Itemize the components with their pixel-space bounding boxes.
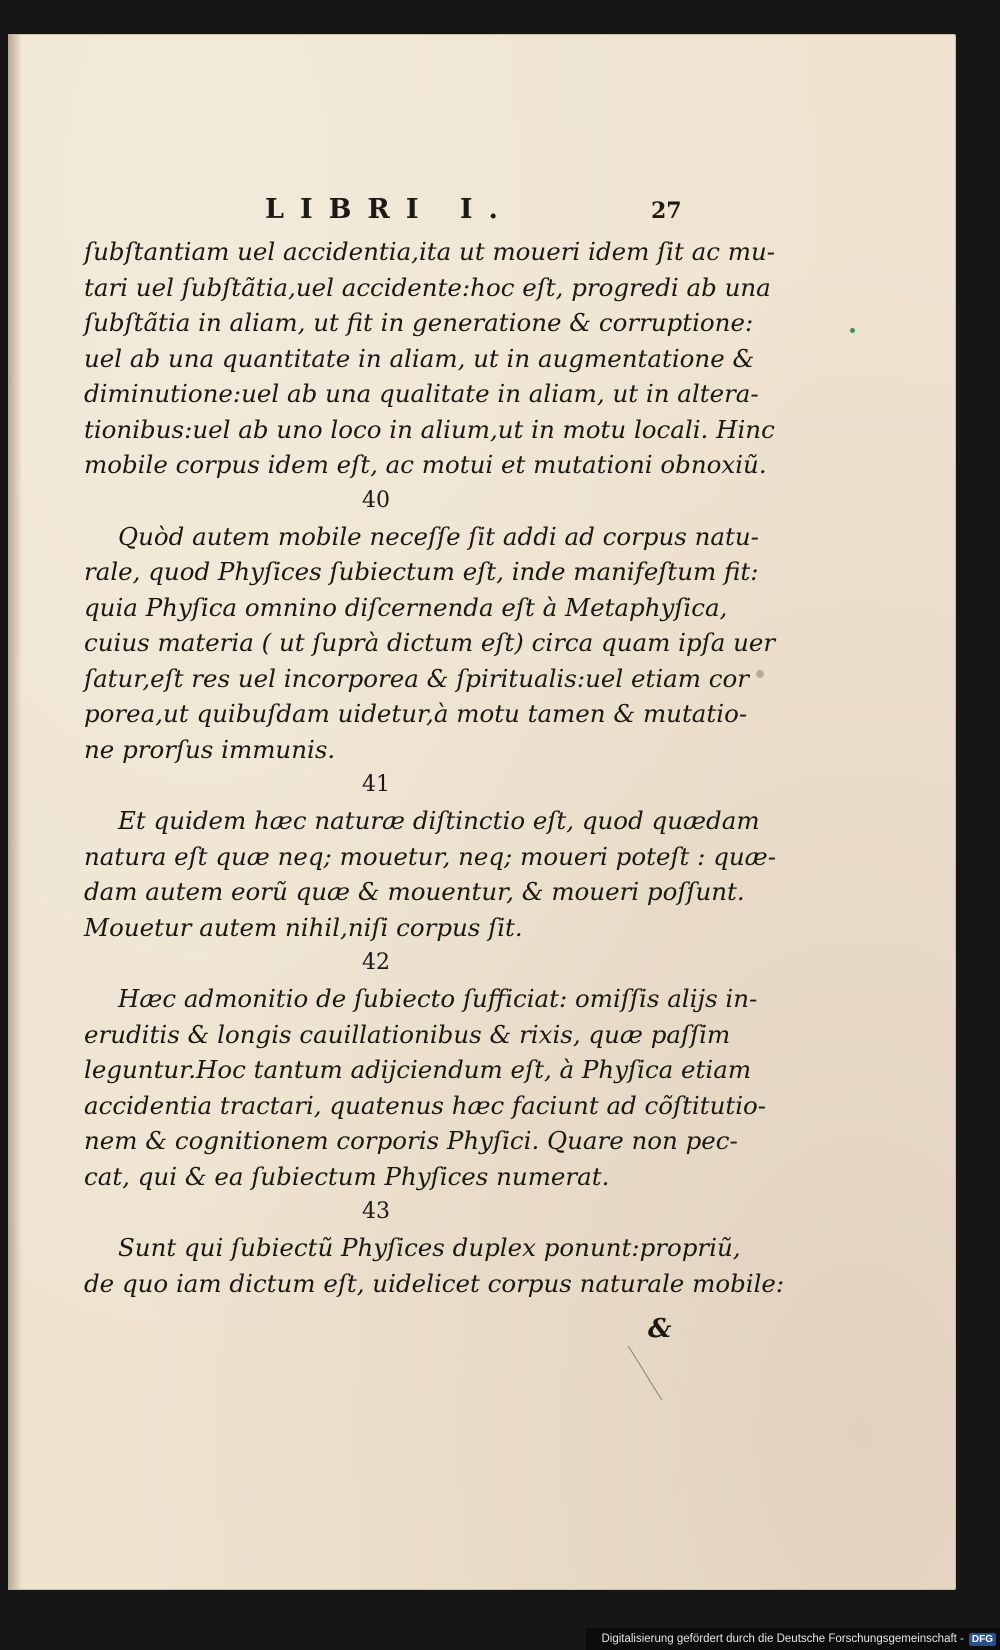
running-head: LIBRI I.: [265, 194, 514, 225]
text-line: tari uel ſubſtãtia,uel accidente:hoc eſt, progredi ab una: [84, 272, 771, 302]
text-line: dam autem eorũ quæ & mouentur, & moueri poſſunt.: [84, 877, 745, 906]
section-42: [84, 945, 767, 1194]
digitization-credit-bar: [586, 1628, 1000, 1650]
catchword: &: [648, 1314, 672, 1344]
text-line: leguntur.Hoc tantum adijciendum eſt, à Phyſica etiam: [84, 1055, 752, 1084]
section-41: [84, 767, 776, 945]
section-number: 42: [362, 950, 390, 975]
text-line: Sunt qui ſubiectũ Phyſices duplex ponunt:propriũ,: [118, 1233, 741, 1262]
section-40: [84, 483, 776, 768]
text-line: porea,ut quibuſdam uidetur,à motu tamen & mutatio-: [84, 699, 748, 728]
text-line: quia Phyſica omnino diſcernenda eſt à Metaphyſica,: [84, 592, 728, 622]
text-line: diminutione:uel ab una qualitate in aliam, ut in altera-: [84, 379, 759, 408]
text-line: accidentia tractari, quatenus hæc faciunt ad cõſtitutio-: [84, 1090, 767, 1120]
text-line: ſatur,eſt res uel incorporea & ſpiritualis:uel etiam cor: [84, 663, 749, 693]
text-line: nem & cognitionem corporis Phyſici. Quare non pec-: [84, 1126, 738, 1155]
green-ink-spot: [850, 328, 855, 333]
page-gutter-shadow: [8, 34, 22, 1590]
text-line: de quo iam dictum eſt, uidelicet corpus naturale mobile:: [84, 1268, 785, 1298]
text-line: uel ab una quantitate in aliam, ut in augmentatione &: [84, 343, 755, 373]
main-text: [84, 234, 785, 1301]
text-line: Et quidem hæc naturæ diſtinctio eſt, quod quædam: [118, 806, 760, 835]
page-header: [8, 194, 956, 234]
paragraph-continuation: [84, 234, 776, 483]
text-line: cat, qui & ea ſubiectum Phyſices numerat.: [84, 1161, 610, 1191]
text-line: Mouetur autem nihil,niſi corpus ſit.: [84, 912, 523, 942]
text-line: tionibus:uel ab uno loco in alium,ut in motu locali. Hinc: [84, 414, 775, 444]
text-line: cuius materia ( ut ſuprà dictum eſt) circa quam ipſa uer: [84, 628, 776, 657]
text-line: ne prorſus immunis.: [84, 734, 336, 764]
section-number: 41: [362, 772, 390, 797]
section-number: 43: [362, 1199, 390, 1224]
text-line: natura eſt quæ neq; mouetur, neq; moueri poteſt : quæ-: [84, 841, 776, 871]
dfg-logo-icon: DFG: [969, 1633, 996, 1646]
section-43: [84, 1194, 785, 1301]
text-line: mobile corpus idem eſt, ac motui et mutationi obnoxiũ.: [84, 450, 767, 479]
pencil-mark: [626, 1344, 666, 1404]
book-page: [8, 34, 956, 1590]
text-line: ſubſtãtia in aliam, ut fit in generatione & corruptione:: [84, 308, 754, 337]
text-line: eruditis & longis cauillationibus & rixis, quæ paſſim: [84, 1019, 731, 1049]
section-number: 40: [362, 487, 390, 513]
page-number: 27: [651, 198, 682, 224]
text-line: Hæc admonitio de ſubiecto ſufficiat: omiſſis alijs in-: [118, 984, 758, 1013]
text-line: ſubſtantiam uel accidentia,ita ut moueri idem ſit ac mu-: [84, 237, 776, 266]
text-line: Quòd autem mobile neceſſe ſit addi ad corpus natu-: [118, 521, 759, 551]
credit-text: Digitalisierung gefördert durch die Deutsche Forschungsgemeinschaft -: [601, 1633, 964, 1645]
paper-spot: [756, 670, 764, 678]
text-line: rale, quod Phyſices ſubiectum eſt, inde manifeſtum fit:: [84, 557, 759, 586]
